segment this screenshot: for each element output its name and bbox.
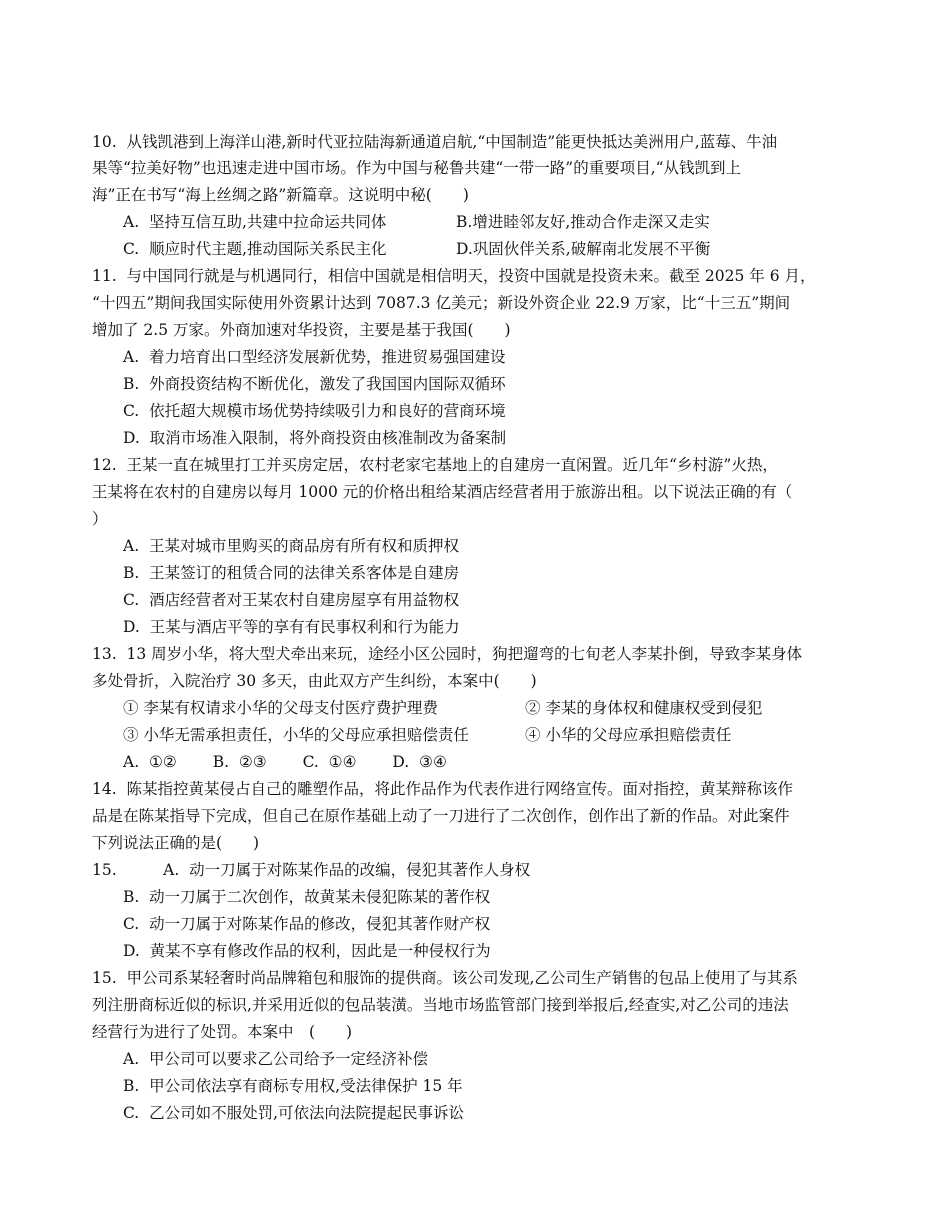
question-13-statement-4: ④ 小华的父母应承担赔偿责任: [525, 726, 732, 744]
question-11-stem-line-2: “十四五”期间我国实际使用外资累计达到 7087.3 亿美元；新设外资企业 22.9 万家，比“十三五”期间: [92, 294, 791, 312]
question-11-option-b: B. 外商投资结构不断优化，激发了我国国内国际双循环: [123, 375, 506, 393]
question-11-stem-line-3: 增加了 2.5 万家。外商加速对华投资，主要是基于我国( ): [92, 321, 511, 339]
question-15-option-b: B. 甲公司依法享有商标专用权,受法律保护 15 年: [123, 1077, 463, 1095]
question-13-stem-line-1: 13. 13 周岁小华，将大型犬牵出来玩，途经小区公园时，狗把遛弯的七旬老人李某扑倒，导致李某身体: [92, 645, 803, 663]
question-10-option-d: D.巩固伙伴关系,破解南北发展不平衡: [456, 240, 711, 258]
question-13-statement-2: ② 李某的身体权和健康权受到侵犯: [525, 699, 763, 717]
question-15-option-c: C. 乙公司如不服处罚,可依法向法院提起民事诉讼: [123, 1104, 465, 1122]
question-15-stem-line-2: 列注册商标近似的标识,并采用近似的包品装潢。当地市场监管部门接到举报后,经查实,对乙公司的违法: [92, 996, 789, 1014]
question-12-stem-line-3: ）: [92, 510, 108, 528]
question-10-option-b: B.增进睦邻友好,推动合作走深又走实: [456, 213, 710, 231]
question-14-option-c: C. 动一刀属于对陈某作品的修改，侵犯其著作财产权: [123, 915, 491, 933]
question-14-stem-line-1: 14. 陈某指控黄某侵占自己的雕塑作品，将此作品作为代表作进行网络宣传。面对指控，黄某辩称该作: [92, 780, 794, 798]
question-13-stem-line-2: 多处骨折，入院治疗 30 多天，由此双方产生纠纷，本案中( ): [92, 672, 537, 690]
question-14-option-b: B. 动一刀属于二次创作，故黄某未侵犯陈某的著作权: [123, 888, 491, 906]
question-12-stem-line-1: 12. 王某一直在城里打工并买房定居，农村老家宅基地上的自建房一直闲置。近几年“乡村游”火热，: [92, 456, 778, 474]
question-11-option-d: D. 取消市场准入限制，将外商投资由核准制改为备案制: [123, 429, 507, 447]
question-15-stem-line-1: 15. 甲公司系某轻奢时尚品牌箱包和服饰的提供商。该公司发现,乙公司生产销售的包品上使用了与其系: [92, 969, 798, 987]
question-14-option-a: 15. A. 动一刀属于对陈某作品的改编，侵犯其著作人身权: [92, 861, 531, 879]
question-11-stem-line-1: 11. 与中国同行就是与机遇同行，相信中国就是相信明天，投资中国就是投资未来。截至 2025 年 6 月，: [92, 267, 816, 285]
question-10-stem-line-3: 海”正在书写“海上丝绸之路”新篇章。这说明中秘( ): [92, 186, 469, 204]
question-10-option-a: A. 坚持互信互助,共建中拉命运共同体: [123, 213, 387, 231]
question-10-stem-line-2: 果等“拉美好物”也迅速走进中国市场。作为中国与秘鲁共建“一带一路”的重要项目,“从钱凯到上: [92, 159, 742, 177]
question-14-stem-line-2: 品是在陈某指导下完成，但自己在原作基础上动了一刀进行了二次创作，创作出了新的作品。对此案件: [92, 807, 790, 825]
question-13-statement-1: ① 李某有权请求小华的父母支付医疗费护理费: [123, 699, 438, 717]
question-15-option-a: A. 甲公司可以要求乙公司给予一定经济补偿: [123, 1050, 428, 1068]
question-14-stem-line-3: 下列说法正确的是( ): [92, 834, 260, 852]
question-13-options: A. ①② B. ②③ C. ①④ D. ③④: [123, 753, 447, 771]
question-10-stem-line-1: 10. 从钱凯港到上海洋山港,新时代亚拉陆海新通道启航,“中国制造”能更快抵达美洲用户,蓝莓、牛油: [92, 133, 778, 151]
question-12-option-a: A. 王某对城市里购买的商品房有所有权和质押权: [123, 537, 459, 555]
question-12-stem-line-2: 王某将在农村的自建房以每月 1000 元的价格出租给某酒店经营者用于旅游出租。以下说法正确的有（: [92, 483, 793, 501]
question-15-stem-line-3: 经营行为进行了处罚。本案中 ( ): [92, 1023, 353, 1041]
question-11-option-a: A. 着力培育出口型经济发展新优势，推进贸易强国建设: [123, 348, 506, 366]
question-12-option-c: C. 酒店经营者对王某农村自建房屋享有用益物权: [123, 591, 460, 609]
question-14-option-d: D. 黄某不享有修改作品的权利，因此是一种侵权行为: [123, 942, 491, 960]
question-13-statement-3: ③ 小华无需承担责任，小华的父母应承担赔偿责任: [123, 726, 469, 744]
question-12-option-b: B. 王某签订的租赁合同的法律关系客体是自建房: [123, 564, 460, 582]
question-11-option-c: C. 依托超大规模市场优势持续吸引力和良好的营商环境: [123, 402, 506, 420]
question-12-option-d: D. 王某与酒店平等的享有有民事权利和行为能力: [123, 618, 460, 636]
question-10-option-c: C. 顺应时代主题,推动国际关系民主化: [123, 240, 387, 258]
